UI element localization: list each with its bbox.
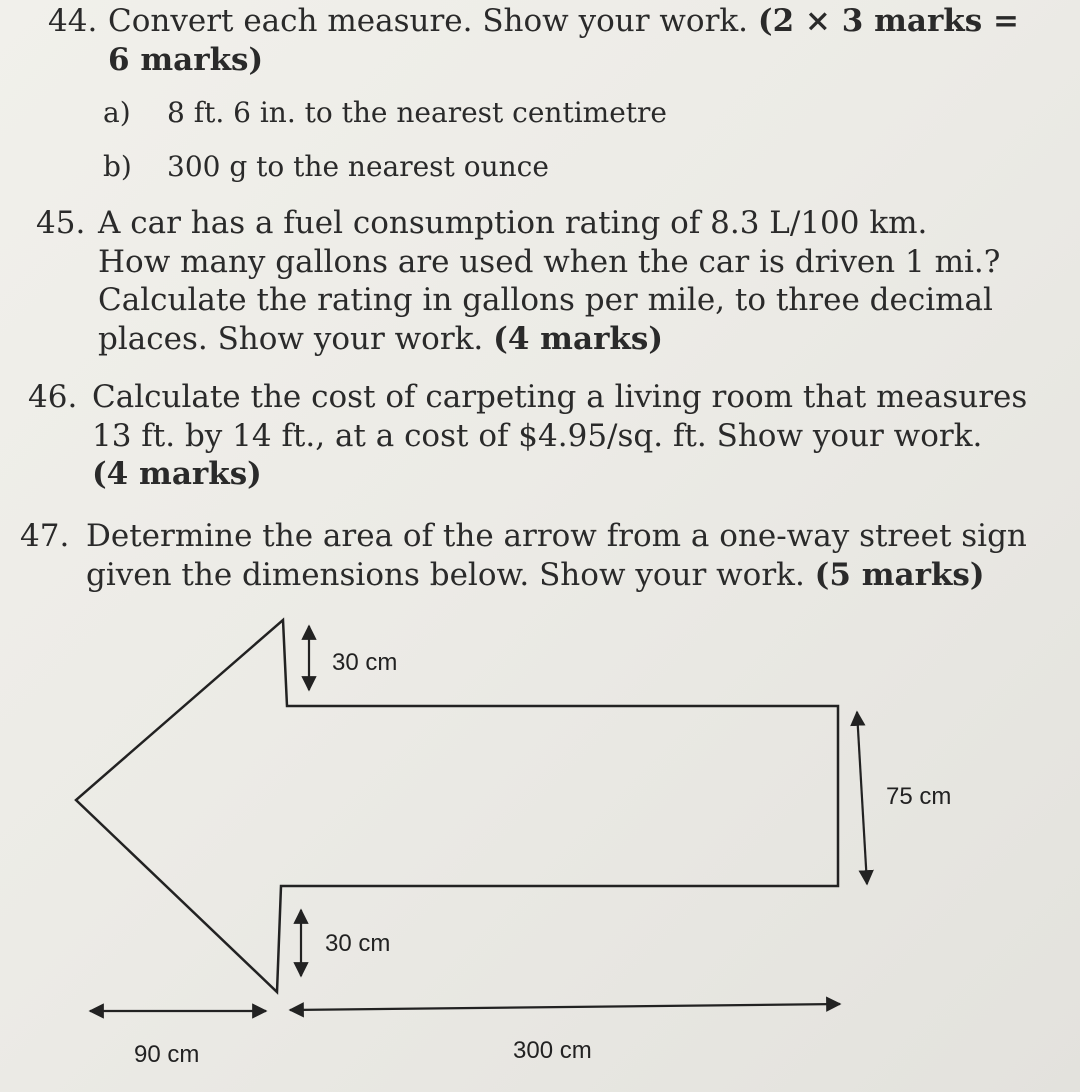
question-text-line: Calculate the cost of carpeting a living room that measures: [92, 379, 1028, 415]
question-text-line: A car has a fuel consumption rating of 8.3 L/100 km.: [98, 205, 928, 241]
dimension-label-right: 75 cm: [886, 783, 952, 810]
arrow-shape: [76, 620, 838, 992]
question-text-line: Calculate the rating in gallons per mile, to three decimal: [98, 282, 993, 318]
question-text: Convert each measure. Show your work.: [108, 3, 749, 39]
marks: (5 marks): [814, 556, 985, 593]
dimension-label-shaft-length: 300 cm: [513, 1037, 592, 1064]
question-number: 44.: [48, 3, 98, 39]
dimension-label-head-width: 90 cm: [134, 1041, 200, 1068]
question-text-line: given the dimensions below. Show your work.: [86, 556, 805, 593]
dimension-arrow-shaft-length: [290, 1004, 840, 1010]
dimension-label-top: 30 cm: [332, 649, 398, 676]
question-text-line: How many gallons are used when the car is driven 1 mi.?: [98, 243, 1001, 280]
question-number: 45.: [36, 205, 86, 241]
marks: (4 marks): [92, 456, 262, 492]
part-label: b): [103, 150, 132, 183]
part-label: a): [103, 96, 131, 129]
marks: (2 × 3 marks =: [757, 3, 1019, 39]
question-number: 47.: [20, 518, 70, 554]
question-text-line: Determine the area of the arrow from a one-way street sign: [86, 518, 1027, 554]
marks: (4 marks): [493, 320, 664, 357]
question-text-line: 13 ft. by 14 ft., at a cost of $4.95/sq. ft. Show your work.: [92, 417, 983, 454]
question-number: 46.: [28, 379, 78, 415]
marks: 6 marks): [108, 41, 264, 78]
part-text: 8 ft. 6 in. to the nearest centimetre: [167, 96, 667, 129]
dimension-label-bottom-inner: 30 cm: [325, 930, 391, 957]
part-text: 300 g to the nearest ounce: [167, 150, 549, 183]
dimension-arrow-right: [857, 712, 867, 884]
question-text-line: places. Show your work.: [98, 320, 484, 357]
